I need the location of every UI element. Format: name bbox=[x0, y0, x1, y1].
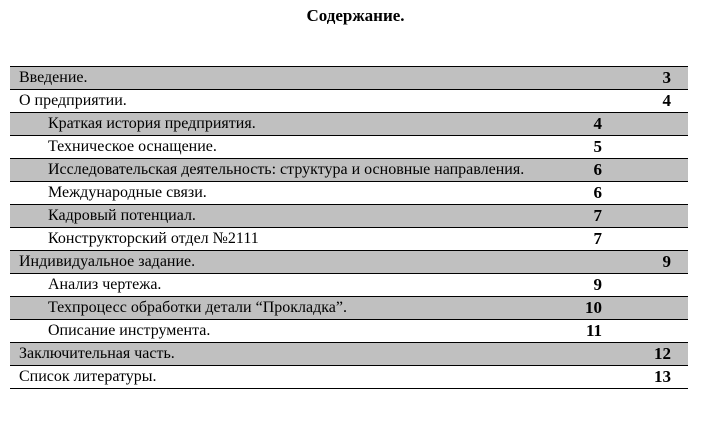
toc-row bbox=[10, 181, 688, 204]
toc-page-number: 11 bbox=[585, 321, 602, 340]
toc-row bbox=[10, 227, 688, 250]
toc-page-number: 10 bbox=[585, 298, 602, 317]
toc-page-number: 12 bbox=[654, 344, 671, 363]
toc-entry-label: Международные связи. bbox=[48, 184, 207, 201]
toc-page-number: 6 bbox=[593, 160, 602, 179]
toc-row bbox=[10, 135, 688, 158]
toc-entry-label: Анализ чертежа. bbox=[48, 276, 162, 293]
toc-page-number: 9 bbox=[593, 275, 602, 294]
toc-row bbox=[10, 296, 688, 319]
toc-page-number: 13 bbox=[654, 367, 671, 386]
toc-page-number: 3 bbox=[662, 68, 671, 87]
toc-page-number: 7 bbox=[593, 229, 602, 248]
toc-row bbox=[10, 365, 688, 388]
toc-row bbox=[10, 158, 688, 181]
toc-page-number: 9 bbox=[662, 252, 671, 271]
toc-row bbox=[10, 66, 688, 89]
toc-entry-label: О предприятии. bbox=[19, 92, 127, 109]
toc-entry-label: Техническое оснащение. bbox=[48, 138, 217, 155]
toc-row bbox=[10, 342, 688, 365]
toc-row bbox=[10, 112, 688, 135]
toc-row bbox=[10, 89, 688, 112]
toc-page-number: 6 bbox=[593, 183, 602, 202]
toc-entry-label: Описание инструмента. bbox=[48, 322, 211, 339]
toc-page-number: 5 bbox=[593, 137, 602, 156]
toc-entry-label: Индивидуальное задание. bbox=[19, 253, 196, 270]
toc-entry-label: Краткая история предприятия. bbox=[48, 115, 256, 132]
toc-title: Содержание. bbox=[306, 6, 405, 25]
toc-row bbox=[10, 250, 688, 273]
toc-entry-label: Введение. bbox=[19, 69, 88, 86]
toc-entry-label: Исследовательская деятельность: структура и основные направления. bbox=[48, 161, 525, 178]
toc-entry-label: Заключительная часть. bbox=[19, 345, 175, 362]
toc-entry-label: Кадровый потенциал. bbox=[48, 207, 196, 224]
toc-entry-label: Список литературы. bbox=[19, 368, 157, 385]
toc-row bbox=[10, 273, 688, 296]
toc-entry-label: Конструкторский отдел №2111 bbox=[48, 230, 259, 247]
toc-row bbox=[10, 204, 688, 227]
toc-entry-label: Техпроцесс обработки детали “Прокладка”. bbox=[48, 299, 347, 316]
toc-page-number: 4 bbox=[593, 114, 602, 133]
table-of-contents bbox=[10, 66, 688, 389]
toc-row bbox=[10, 319, 688, 342]
toc-page-number: 7 bbox=[593, 206, 602, 225]
toc-page-number: 4 bbox=[662, 91, 671, 110]
